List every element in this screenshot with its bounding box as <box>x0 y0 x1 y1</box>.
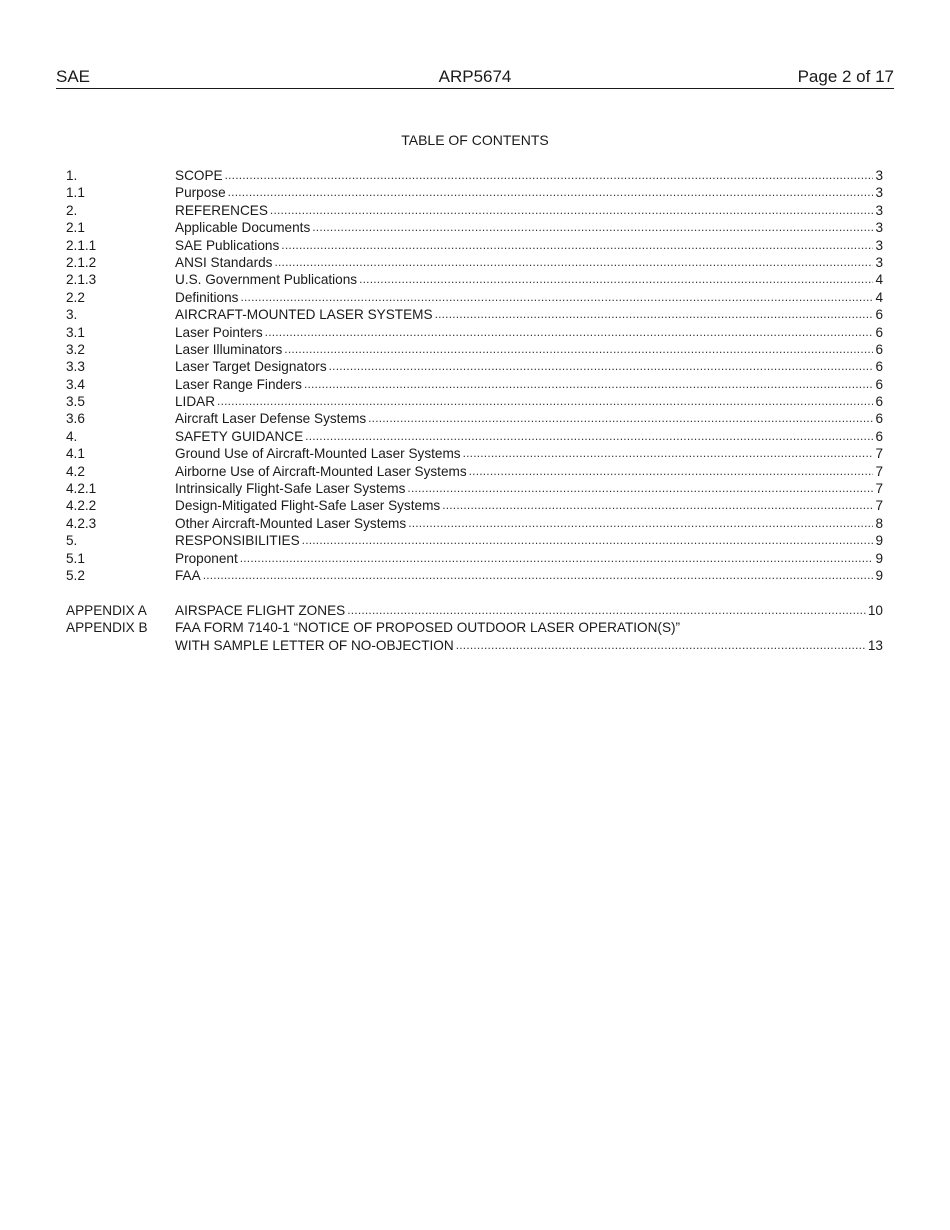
toc-entry <box>175 428 883 445</box>
toc-page-number: 6 <box>875 324 883 340</box>
toc-page-number: 8 <box>875 515 883 531</box>
toc-title-text: Definitions <box>175 289 239 305</box>
toc-title-text: Design-Mitigated Flight-Safe Laser Systems <box>175 498 441 514</box>
header-doc-number: ARP5674 <box>438 67 512 86</box>
toc-entry <box>175 410 883 427</box>
toc-entry <box>175 167 883 184</box>
toc-leader-dots <box>407 480 873 497</box>
toc-row[interactable] <box>66 358 883 375</box>
toc-page-number: 3 <box>875 254 883 270</box>
toc-entry <box>175 341 883 358</box>
toc-number: 5.1 <box>66 550 85 566</box>
toc-number: 3.3 <box>66 359 85 375</box>
toc-entry <box>175 237 883 254</box>
toc-leader-dots <box>368 410 873 427</box>
toc-row[interactable] <box>66 184 883 201</box>
toc-row[interactable] <box>66 289 883 306</box>
toc-page-number: 3 <box>875 202 883 218</box>
toc-number: 2. <box>66 202 78 218</box>
toc-number: 5.2 <box>66 567 85 583</box>
toc-number: 4.2.3 <box>66 515 97 531</box>
toc-row[interactable] <box>66 497 883 514</box>
toc-page-number: 6 <box>875 411 883 427</box>
toc-title-text-line2: WITH SAMPLE LETTER OF NO-OBJECTION <box>175 637 454 653</box>
toc-row[interactable] <box>66 463 883 480</box>
toc-page-number: 6 <box>875 307 883 323</box>
toc-row[interactable] <box>66 324 883 341</box>
toc-entry <box>175 480 883 497</box>
toc-title-text: Proponent <box>175 550 238 566</box>
toc-entry <box>175 358 883 375</box>
toc-page-number: 3 <box>875 220 883 236</box>
toc-entry <box>175 289 883 306</box>
toc-number: 2.1 <box>66 220 85 236</box>
toc-entry <box>175 515 883 532</box>
toc-entry <box>175 306 883 323</box>
toc-number: 4.2.2 <box>66 498 97 514</box>
toc-number: 3.4 <box>66 376 85 392</box>
toc-page-number: 9 <box>875 533 883 549</box>
toc-page-number: 9 <box>875 567 883 583</box>
toc-row-appendix-b[interactable] <box>66 619 883 636</box>
toc-leader-dots <box>329 358 874 375</box>
toc-number: 3. <box>66 307 78 323</box>
toc-row-appendix-a[interactable] <box>66 602 883 619</box>
toc-row[interactable] <box>66 393 883 410</box>
toc-number: 2.1.3 <box>66 272 97 288</box>
toc-leader-dots <box>442 497 873 514</box>
toc-title-text: Airborne Use of Aircraft-Mounted Laser Systems <box>175 463 467 479</box>
toc-number-blank <box>66 637 175 654</box>
toc-row[interactable] <box>66 271 883 288</box>
toc-title-text: FAA <box>175 567 201 583</box>
toc-title-text-line1: FAA FORM 7140-1 “NOTICE OF PROPOSED OUTDOOR LASER OPERATION(S)” <box>175 620 681 636</box>
toc-row[interactable] <box>66 567 883 584</box>
toc-page-number: 7 <box>875 498 883 514</box>
toc-row[interactable] <box>66 445 883 462</box>
toc-entry <box>175 271 883 288</box>
toc-leader-dots <box>305 428 873 445</box>
toc-page-number: 9 <box>875 550 883 566</box>
toc-page-number: 4 <box>875 272 883 288</box>
toc-title-text: Ground Use of Aircraft-Mounted Laser Systems <box>175 446 461 462</box>
toc-row-appendix-b-cont[interactable] <box>66 637 883 654</box>
toc-row[interactable] <box>66 167 883 184</box>
toc-number: 4.2 <box>66 463 85 479</box>
header-org: SAE <box>56 67 91 86</box>
toc-title: TABLE OF CONTENTS <box>401 132 549 148</box>
toc-row[interactable] <box>66 428 883 445</box>
toc-number: 3.1 <box>66 324 85 340</box>
toc-leader-dots <box>302 532 874 549</box>
toc-page-number: 7 <box>875 446 883 462</box>
toc-title-text: AIRCRAFT-MOUNTED LASER SYSTEMS <box>175 307 433 323</box>
toc-page-number: 6 <box>875 428 883 444</box>
toc-title-text: LIDAR <box>175 394 216 410</box>
toc-title-text: AIRSPACE FLIGHT ZONES <box>175 602 346 618</box>
toc-leader-dots <box>304 376 873 393</box>
toc-page-number: 6 <box>875 394 883 410</box>
toc-title-text: Intrinsically Flight-Safe Laser Systems <box>175 481 406 497</box>
toc-title-text: Aircraft Laser Defense Systems <box>175 411 367 427</box>
toc-title-text: RESPONSIBILITIES <box>175 533 300 549</box>
page-header <box>56 66 894 89</box>
toc-title-text: SAFETY GUIDANCE <box>175 428 304 444</box>
toc-page-number: 7 <box>875 463 883 479</box>
toc-title-text: Laser Target Designators <box>175 359 327 375</box>
toc-page-number: 13 <box>867 637 883 653</box>
toc-entry <box>175 532 883 549</box>
toc-row[interactable] <box>66 341 883 358</box>
toc-row[interactable] <box>66 306 883 323</box>
toc-title-text: ANSI Standards <box>175 254 273 270</box>
toc-page-number: 10 <box>867 602 883 618</box>
toc-leader-dots <box>203 567 874 584</box>
toc-number: 3.5 <box>66 394 85 410</box>
toc-entry <box>175 567 883 584</box>
toc-row[interactable] <box>66 410 883 427</box>
toc-title-text: SAE Publications <box>175 237 280 253</box>
toc-entry <box>175 497 883 514</box>
toc-leader-dots <box>284 341 873 358</box>
toc-leader-dots <box>281 237 873 254</box>
toc-leader-dots <box>217 393 873 410</box>
toc-number: 3.2 <box>66 341 85 357</box>
toc-row[interactable] <box>66 515 883 532</box>
toc-title-text: Laser Illuminators <box>175 341 283 357</box>
toc-row[interactable] <box>66 532 883 549</box>
toc-entry <box>175 637 883 654</box>
toc-row[interactable] <box>66 202 883 219</box>
toc-entry <box>175 550 883 567</box>
toc-leader-dots <box>463 445 874 462</box>
toc-entry <box>175 602 883 619</box>
toc-page-number: 6 <box>875 376 883 392</box>
toc-page-number: 4 <box>875 289 883 305</box>
toc-row[interactable] <box>66 237 883 254</box>
toc-number: APPENDIX A <box>66 602 147 618</box>
toc-leader-dots <box>312 219 873 236</box>
toc-title-text: U.S. Government Publications <box>175 272 358 288</box>
toc-number: 1.1 <box>66 185 85 201</box>
toc-number: 2.1.2 <box>66 254 97 270</box>
toc-leader-dots <box>347 602 866 619</box>
toc-entry <box>175 445 883 462</box>
toc-page-number: 6 <box>875 359 883 375</box>
toc-entry <box>175 202 883 219</box>
toc-page-number: 3 <box>875 168 883 183</box>
toc-leader-dots <box>469 463 874 480</box>
toc-row[interactable] <box>66 219 883 236</box>
toc-entries <box>66 167 883 584</box>
toc-number: APPENDIX B <box>66 620 148 636</box>
toc-leader-dots <box>274 254 873 271</box>
toc-entry <box>175 393 883 410</box>
toc-leader-dots <box>456 637 866 654</box>
table-of-contents <box>66 167 883 654</box>
toc-number: 3.6 <box>66 411 85 427</box>
header-page-number: Page 2 of 17 <box>797 67 894 86</box>
toc-page-number: 7 <box>875 481 883 497</box>
toc-leader-dots <box>435 306 874 323</box>
toc-leader-dots <box>228 184 874 201</box>
toc-number: 1. <box>66 168 78 183</box>
toc-row[interactable] <box>66 376 883 393</box>
toc-page-number: 3 <box>875 185 883 201</box>
toc-number: 5. <box>66 533 78 549</box>
toc-number: 4.1 <box>66 446 85 462</box>
toc-leader-dots <box>270 202 874 219</box>
toc-page-number: 6 <box>875 341 883 357</box>
toc-leader-dots <box>240 550 874 567</box>
toc-title-text: SCOPE <box>175 168 223 183</box>
toc-title-text: Laser Range Finders <box>175 376 302 392</box>
toc-spacer <box>66 584 883 601</box>
toc-entry <box>175 619 883 636</box>
toc-leader-dots <box>359 271 873 288</box>
toc-entry <box>175 463 883 480</box>
toc-entry <box>175 219 883 236</box>
toc-page-number: 3 <box>875 237 883 253</box>
toc-row[interactable] <box>66 550 883 567</box>
toc-title-text: REFERENCES <box>175 202 268 218</box>
toc-number: 2.1.1 <box>66 237 97 253</box>
toc-title-text: Laser Pointers <box>175 324 263 340</box>
toc-entry <box>175 254 883 271</box>
toc-entry <box>175 324 883 341</box>
toc-number: 4.2.1 <box>66 481 97 497</box>
toc-leader-dots <box>225 167 874 184</box>
toc-title-text: Applicable Documents <box>175 220 311 236</box>
toc-leader-dots <box>408 515 873 532</box>
toc-entry <box>175 184 883 201</box>
toc-leader-dots <box>240 289 873 306</box>
toc-number: 2.2 <box>66 289 85 305</box>
toc-title-text: Purpose <box>175 185 226 201</box>
toc-leader-dots <box>265 324 874 341</box>
toc-number: 4. <box>66 428 78 444</box>
toc-row[interactable] <box>66 254 883 271</box>
toc-entry <box>175 376 883 393</box>
toc-row[interactable] <box>66 480 883 497</box>
toc-title-text: Other Aircraft-Mounted Laser Systems <box>175 515 407 531</box>
